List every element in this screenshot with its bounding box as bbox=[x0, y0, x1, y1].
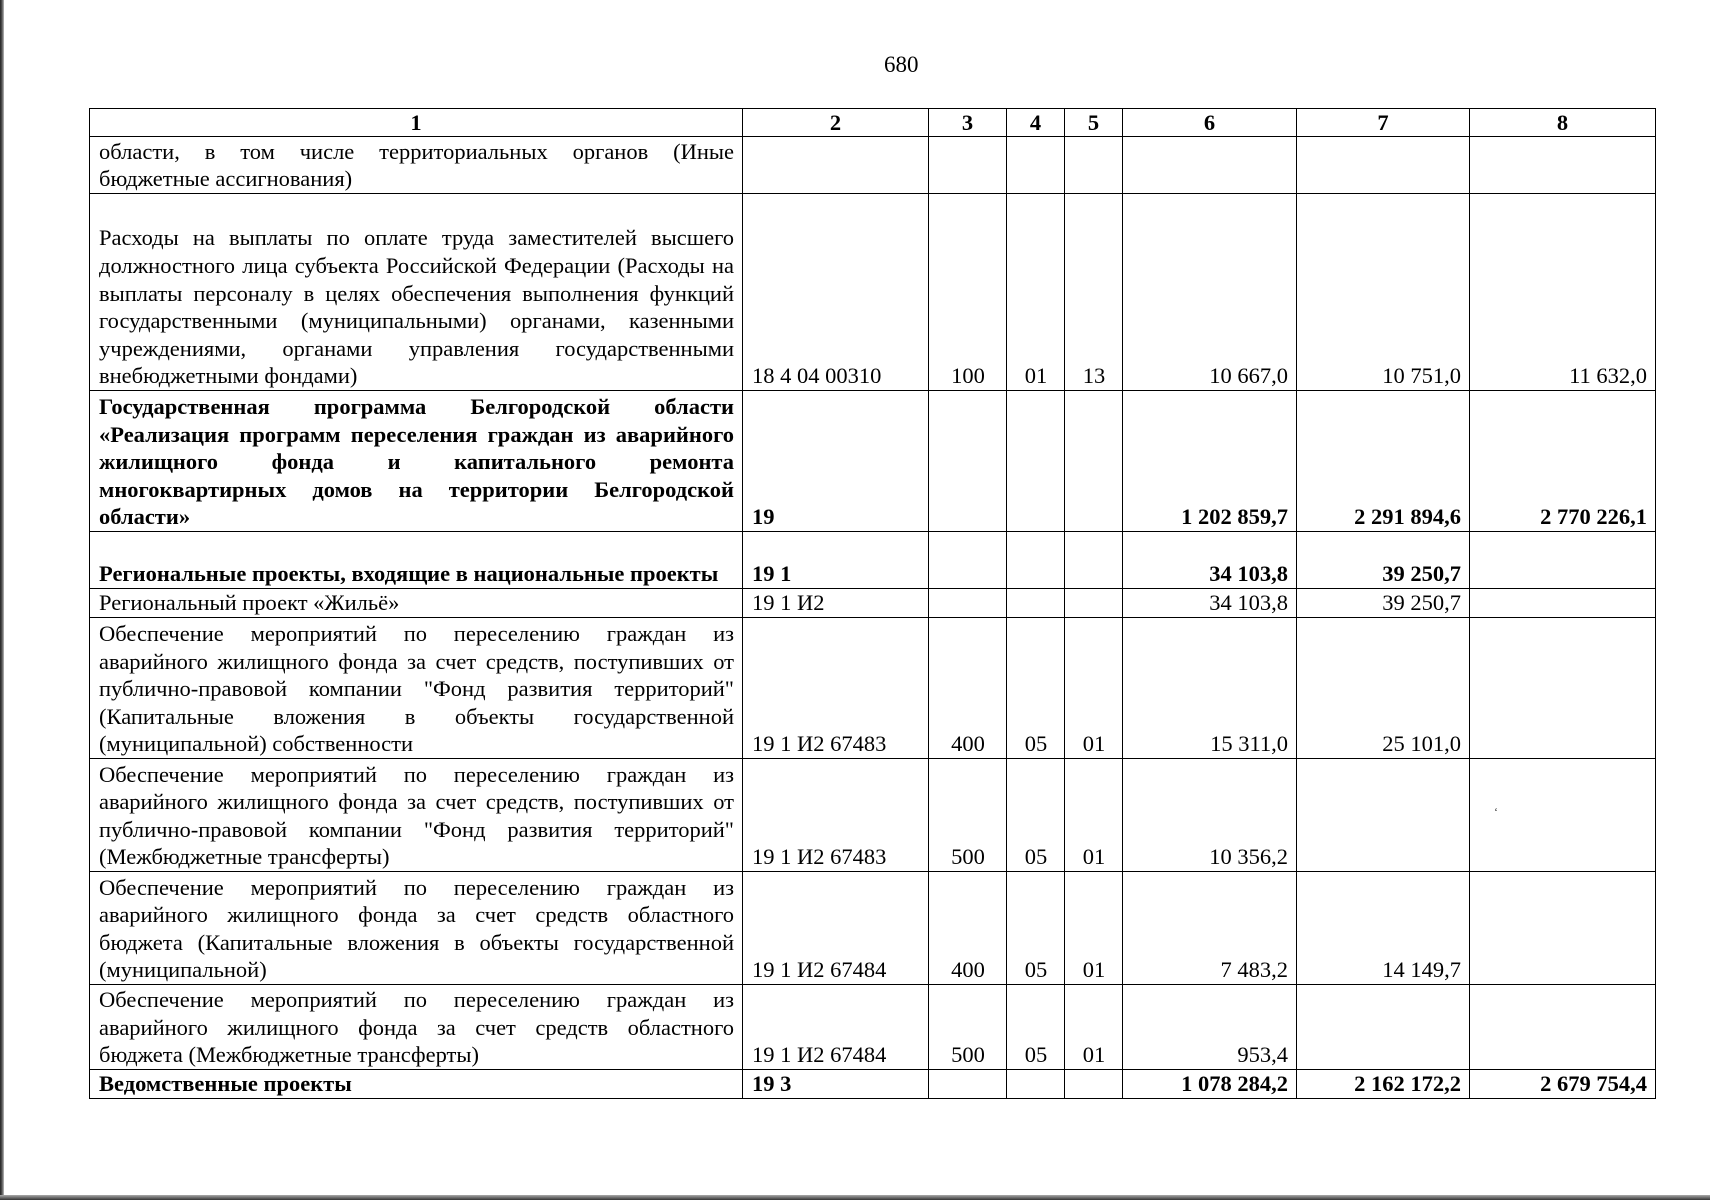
row-subsection: 01 bbox=[1065, 872, 1123, 985]
row-amount-year1: 1 078 284,2 bbox=[1123, 1070, 1297, 1099]
row-amount-year3: 2 679 754,4 bbox=[1470, 1070, 1656, 1099]
row-code: 19 bbox=[743, 391, 929, 532]
row-amount-year3: 2 770 226,1 bbox=[1470, 391, 1656, 532]
row-amount-year2: 2 291 894,6 bbox=[1297, 391, 1470, 532]
row-amount-year2 bbox=[1297, 137, 1470, 194]
row-amount-year1: 1 202 859,7 bbox=[1123, 391, 1297, 532]
budget-table bbox=[89, 108, 1656, 1099]
row-code: 19 1 bbox=[743, 532, 929, 589]
row-name: Обеспечение мероприятий по переселению граждан из аварийного жилищного фонда за счет средств, поступивших от публично-правовой компании "Фонд развития территорий" (Межбюджетные трансферты) bbox=[90, 759, 743, 872]
row-section bbox=[1007, 391, 1065, 532]
row-section: 05 bbox=[1007, 872, 1065, 985]
table-row bbox=[90, 391, 1656, 532]
row-code: 19 1 И2 67484 bbox=[743, 985, 929, 1070]
row-amount-year2: 10 751,0 bbox=[1297, 194, 1470, 391]
row-section: 05 bbox=[1007, 618, 1065, 759]
column-header: 7 bbox=[1297, 109, 1470, 137]
row-expense-type bbox=[929, 589, 1007, 618]
row-amount-year1: 10 356,2 bbox=[1123, 759, 1297, 872]
scan-edge-bottom bbox=[0, 1195, 1710, 1200]
row-code: 19 1 И2 67483 bbox=[743, 618, 929, 759]
row-amount-year3 bbox=[1470, 618, 1656, 759]
row-expense-type: 500 bbox=[929, 985, 1007, 1070]
page-number: 680 bbox=[884, 52, 919, 77]
table-row bbox=[90, 872, 1656, 985]
table-row bbox=[90, 985, 1656, 1070]
row-amount-year1: 7 483,2 bbox=[1123, 872, 1297, 985]
row-section: 05 bbox=[1007, 985, 1065, 1070]
column-header: 1 bbox=[90, 109, 743, 137]
table-row bbox=[90, 194, 1656, 391]
row-amount-year3 bbox=[1470, 137, 1656, 194]
table-header-row bbox=[90, 109, 1656, 137]
row-name: Обеспечение мероприятий по переселению граждан из аварийного жилищного фонда за счет средств областного бюджета (Капитальные вложения в объекты государственной (муниципальной) bbox=[90, 872, 743, 985]
row-code: 19 1 И2 67484 bbox=[743, 872, 929, 985]
column-header: 4 bbox=[1007, 109, 1065, 137]
row-code bbox=[743, 137, 929, 194]
row-name: Региональный проект «Жильё» bbox=[90, 589, 743, 618]
row-expense-type: 100 bbox=[929, 194, 1007, 391]
column-header: 5 bbox=[1065, 109, 1123, 137]
row-expense-type: 500 bbox=[929, 759, 1007, 872]
row-amount-year2: 39 250,7 bbox=[1297, 589, 1470, 618]
row-amount-year1: 34 103,8 bbox=[1123, 589, 1297, 618]
row-name: Расходы на выплаты по оплате труда заместителей высшего должностного лица субъекта Российской Федерации (Расходы на выплаты персоналу в целях обеспечения выполнения функций государственными (муниципальными) органами, казенными учреждениями, органами управления государственными внебюджетными фондами) bbox=[90, 194, 743, 391]
row-expense-type bbox=[929, 1070, 1007, 1099]
row-subsection: 01 bbox=[1065, 759, 1123, 872]
row-section: 05 bbox=[1007, 759, 1065, 872]
row-section bbox=[1007, 137, 1065, 194]
row-name: Обеспечение мероприятий по переселению граждан из аварийного жилищного фонда за счет средств, поступивших от публично-правовой компании "Фонд развития территорий" (Капитальные вложения в объекты государственной (муниципальной) собственности bbox=[90, 618, 743, 759]
table-row bbox=[90, 532, 1656, 589]
row-amount-year3 bbox=[1470, 532, 1656, 589]
row-section bbox=[1007, 532, 1065, 589]
row-subsection bbox=[1065, 532, 1123, 589]
row-amount-year3: 11 632,0 bbox=[1470, 194, 1656, 391]
row-amount-year2: 14 149,7 bbox=[1297, 872, 1470, 985]
scan-speck: ‘ bbox=[1494, 805, 1498, 819]
row-expense-type bbox=[929, 391, 1007, 532]
row-expense-type: 400 bbox=[929, 872, 1007, 985]
row-subsection bbox=[1065, 391, 1123, 532]
row-code: 19 1 И2 bbox=[743, 589, 929, 618]
row-expense-type bbox=[929, 137, 1007, 194]
column-header: 2 bbox=[743, 109, 929, 137]
row-amount-year1: 15 311,0 bbox=[1123, 618, 1297, 759]
row-subsection bbox=[1065, 1070, 1123, 1099]
row-subsection: 13 bbox=[1065, 194, 1123, 391]
row-subsection: 01 bbox=[1065, 618, 1123, 759]
row-amount-year1 bbox=[1123, 137, 1297, 194]
row-amount-year1: 34 103,8 bbox=[1123, 532, 1297, 589]
row-amount-year3 bbox=[1470, 985, 1656, 1070]
row-name: Ведомственные проекты bbox=[90, 1070, 743, 1099]
row-name: Обеспечение мероприятий по переселению граждан из аварийного жилищного фонда за счет средств областного бюджета (Межбюджетные трансферты) bbox=[90, 985, 743, 1070]
row-subsection bbox=[1065, 589, 1123, 618]
row-section bbox=[1007, 1070, 1065, 1099]
table-row bbox=[90, 1070, 1656, 1099]
row-amount-year1: 953,4 bbox=[1123, 985, 1297, 1070]
row-amount-year2: 39 250,7 bbox=[1297, 532, 1470, 589]
column-header: 6 bbox=[1123, 109, 1297, 137]
row-amount-year2: 2 162 172,2 bbox=[1297, 1070, 1470, 1099]
column-header: 8 bbox=[1470, 109, 1656, 137]
row-code: 19 3 bbox=[743, 1070, 929, 1099]
table-row bbox=[90, 137, 1656, 194]
row-name: Региональные проекты, входящие в национальные проекты bbox=[90, 532, 743, 589]
row-subsection: 01 bbox=[1065, 985, 1123, 1070]
row-amount-year3 bbox=[1470, 589, 1656, 618]
row-section bbox=[1007, 589, 1065, 618]
row-expense-type bbox=[929, 532, 1007, 589]
row-name: области, в том числе территориальных органов (Иные бюджетные ассигнования) bbox=[90, 137, 743, 194]
row-amount-year3 bbox=[1470, 872, 1656, 985]
row-code: 18 4 04 00310 bbox=[743, 194, 929, 391]
table-row bbox=[90, 589, 1656, 618]
row-amount-year2 bbox=[1297, 759, 1470, 872]
row-subsection bbox=[1065, 137, 1123, 194]
row-section: 01 bbox=[1007, 194, 1065, 391]
row-expense-type: 400 bbox=[929, 618, 1007, 759]
scan-edge-left bbox=[0, 0, 4, 1200]
table-row bbox=[90, 759, 1656, 872]
row-name: Государственная программа Белгородской области «Реализация программ переселения граждан из аварийного жилищного фонда и капитального ремонта многоквартирных домов на территории Белгородской области» bbox=[90, 391, 743, 532]
row-amount-year1: 10 667,0 bbox=[1123, 194, 1297, 391]
row-amount-year2: 25 101,0 bbox=[1297, 618, 1470, 759]
row-code: 19 1 И2 67483 bbox=[743, 759, 929, 872]
row-amount-year2 bbox=[1297, 985, 1470, 1070]
table-row bbox=[90, 618, 1656, 759]
column-header: 3 bbox=[929, 109, 1007, 137]
